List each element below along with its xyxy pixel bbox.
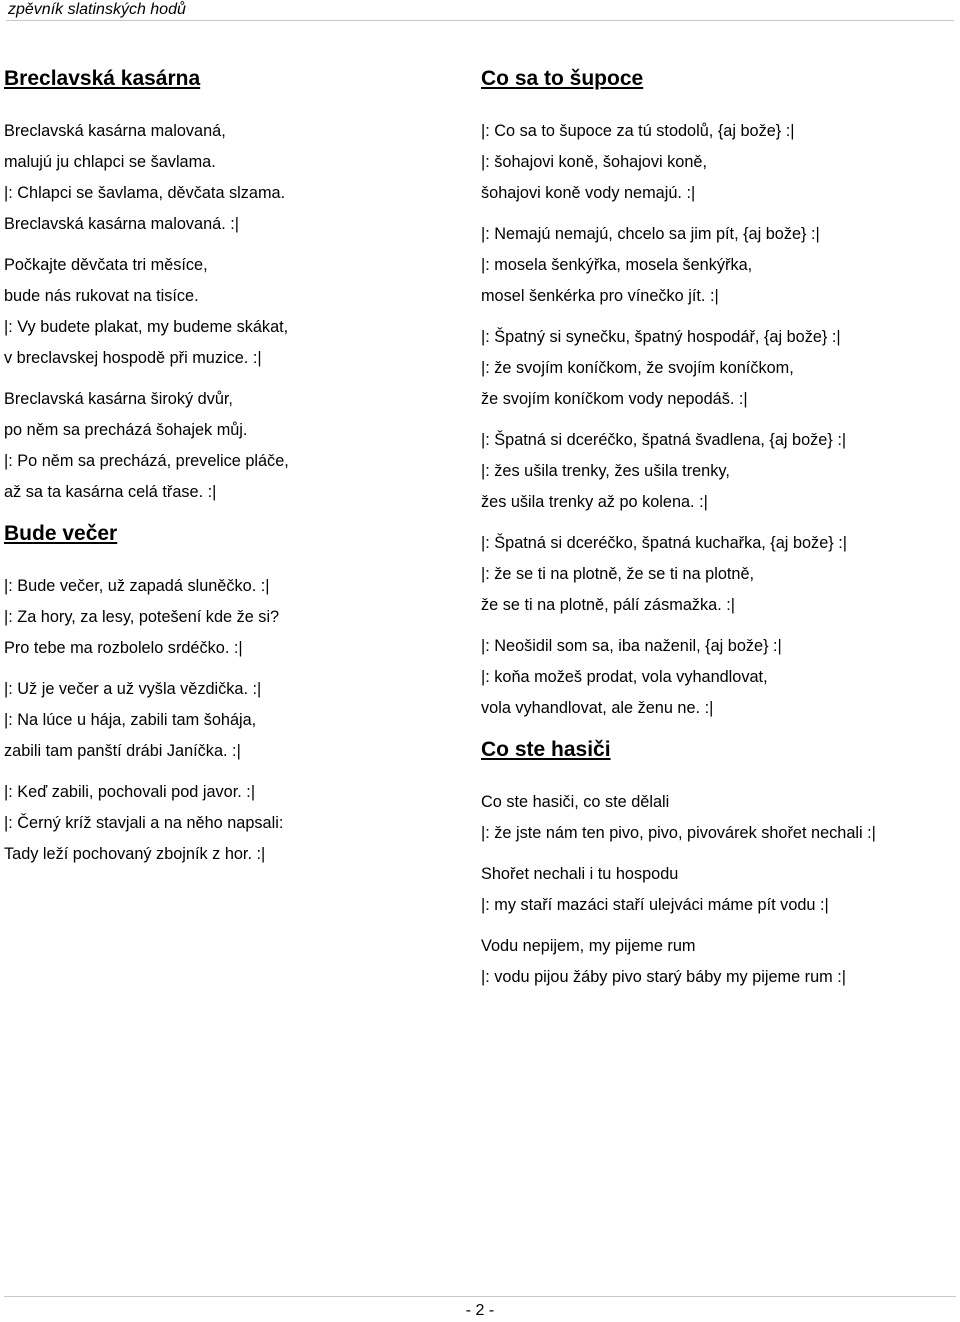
stanza [481,116,956,209]
lyric-line: že svojím koníčkom vody nepodáš. :| [481,390,748,408]
page-number: - 2 - [465,1302,495,1319]
lyric-line: |: Bude večer, už zapadá sluněčko. :| [4,577,270,595]
lyric-line: |: vodu pijou žáby pivo starý báby my pijeme rum :| [481,968,846,986]
lyric-line: zabili tam panští drábi Janíčka. :| [4,742,241,760]
page-header [8,0,952,22]
lyric-line: |: Chlapci se šavlama, děvčata slzama. [4,184,286,202]
lyric-line: až sa ta kasárna celá třase. :| [4,483,217,501]
song [481,734,956,993]
stanza [4,250,464,374]
left-column [4,63,464,880]
lyric-line: Breclavská kasárna malovaná, [4,122,226,140]
header-divider [6,20,954,21]
lyric-line: |: Špatná si dceréčko, špatná kuchařka, {aj bože} :| [481,534,847,552]
lyric-line: |: Na lúce u hája, zabili tam šohája, [4,711,257,729]
lyric-line: |: žes ušila trenky, žes ušila trenky, [481,462,730,480]
lyric-line: |: Co sa to šupoce za tú stodolů, {aj bože} :| [481,122,795,140]
lyric-line: |: Špatný si synečku, špatný hospodář, {aj bože} :| [481,328,841,346]
lyric-line: v breclavskej hospodě při muzice. :| [4,349,262,367]
stanza [481,787,956,849]
lyric-line: bude nás rukovat na tisíce. [4,287,199,305]
lyric-line: |: Vy budete plakat, my budeme skákat, [4,318,289,336]
stanza [4,674,464,767]
stanza [481,859,956,921]
lyric-line: |: Keď zabili, pochovali pod javor. :| [4,783,256,801]
lyric-line: |: že svojím koníčkom, že svojím koníčkom, [481,359,794,377]
lyric-line: |: že jste nám ten pivo, pivo, pivovárek shořet nechali :| [481,824,876,842]
song-title: Co sa to šupoce [481,67,644,90]
song-title: Breclavská kasárna [4,67,201,90]
song-title: Co ste hasiči [481,738,611,761]
stanza [481,322,956,415]
stanza [481,931,956,993]
stanza [481,425,956,518]
song [4,63,464,508]
lyric-line: vola vyhandlovat, ale ženu ne. :| [481,699,714,717]
stanza [481,528,956,621]
lyric-line: |: že se ti na plotně, že se ti na plotně, [481,565,755,583]
lyric-line: |: Už je večer a už vyšla vězdička. :| [4,680,262,698]
footer-divider [4,1296,956,1297]
lyric-line: |: Po něm sa precházá, prevelice pláče, [4,452,289,470]
stanza [4,116,464,240]
stanza [481,219,956,312]
lyric-line: |: mosela šenkýřka, mosela šenkýřka, [481,256,753,274]
lyric-line: |: my staří mazáci staří ulejváci máme pít vodu :| [481,896,829,914]
lyric-line: Shořet nechali i tu hospodu [481,865,679,883]
stanza [4,571,464,664]
lyric-line: |: koňa možeš prodat, vola vyhandlovat, [481,668,768,686]
lyric-line: |: Za hory, za lesy, potešení kde že si? [4,608,280,626]
lyric-line: Vodu nepijem, my pijeme rum [481,937,696,955]
lyric-line: že se ti na plotně, pálí zásmažka. :| [481,596,736,614]
lyric-line: |: šohajovi koně, šohajovi koně, [481,153,707,171]
lyric-line: mosel šenkérka pro vínečko jít. :| [481,287,719,305]
song [481,63,956,724]
lyric-line: šohajovi koně vody nemajú. :| [481,184,696,202]
lyric-line: Co ste hasiči, co ste dělali [481,793,670,811]
song-title: Bude večer [4,522,118,545]
page-footer [0,1301,960,1321]
song [4,518,464,870]
lyric-line: |: Neošidil som sa, iba naženil, {aj bože} :| [481,637,782,655]
lyric-line: Breclavská kasárna široký dvůr, [4,390,233,408]
lyric-line: |: Nemajú nemajú, chcelo sa jim pít, {aj bože} :| [481,225,820,243]
lyric-line: Tady leží pochovaný zbojník z hor. :| [4,845,266,863]
lyric-line: Počkajte děvčata tri měsíce, [4,256,208,274]
lyric-line: |: Černý kríž stavjali a na něho napsali: [4,814,284,832]
lyric-line: po něm sa precházá šohajek můj. [4,421,248,439]
stanza [481,631,956,724]
stanza [4,777,464,870]
stanza [4,384,464,508]
right-column [481,63,956,1003]
lyric-line: |: Špatná si dceréčko, špatná švadlena, {aj bože} :| [481,431,847,449]
lyric-line: Pro tebe ma rozbolelo srdéčko. :| [4,639,243,657]
lyric-line: malujú ju chlapci se šavlama. [4,153,216,171]
lyric-line: žes ušila trenky až po kolena. :| [481,493,708,511]
lyric-line: Breclavská kasárna malovaná. :| [4,215,239,233]
songbook-title: zpěvník slatinských hodů [8,1,186,18]
